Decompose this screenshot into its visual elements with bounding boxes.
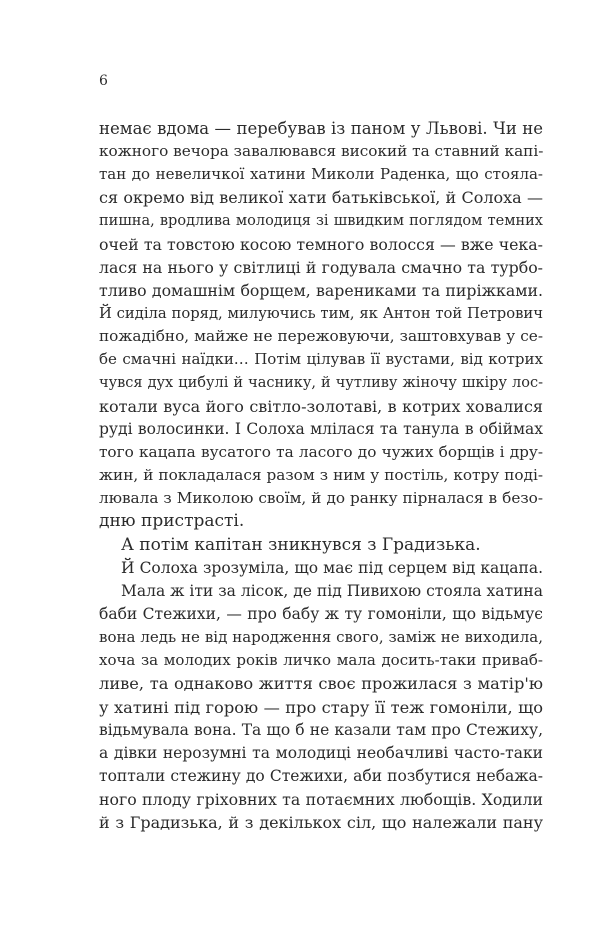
page-number: 6 <box>99 73 108 89</box>
text-line: чувся дух цибулі й часнику, й чутливу жіночу шкіру лос- <box>99 374 543 391</box>
text-line: Мала ж іти за лісок, де під Пивихою стояла хатина <box>121 581 543 600</box>
text-line: Й Солоха зрозуміла, що має під серцем від кацапа. <box>121 558 543 577</box>
text-line: лася на нього у світлиці й годувала смачно та турбо- <box>99 257 543 277</box>
text-line: котали вуса його світло-золотаві, в котрих ховалися <box>99 396 543 416</box>
text-line: бе смачні наїдки… Потім цілував її вустами, від котрих <box>99 350 543 369</box>
text-line: вона ледь не від народження свого, заміж не виходила, <box>99 628 543 647</box>
text-line: баби Стежихи, — про бабу ж ту гомоніли, що відьмує <box>99 604 543 623</box>
text-line: хоча за молодих років личко мала досить-таки приваб- <box>99 651 543 670</box>
text-line: тан до невеличкої хатини Миколи Раденка, що стояла- <box>99 165 543 184</box>
text-line: руді волосинки. І Солоха млілася та танула в обіймах <box>99 419 543 438</box>
body-text <box>99 117 543 834</box>
text-line: лювала з Миколою своїм, й до ранку пірналася в безо- <box>99 489 543 508</box>
text-line: очей та товстою косою темного волосся — вже чека- <box>99 234 543 254</box>
text-line: й з Градизька, й з декількох сіл, що належали пану <box>99 813 543 833</box>
text-line: кожного вечора завалювався високий та ставний капі- <box>99 142 544 161</box>
text-line: Й сиділа поряд, милуючись тим, як Антон той Петрович <box>99 305 543 323</box>
text-line: пожадібно, майже не пережовуючи, заштовхував у се- <box>99 327 543 346</box>
text-line: дню пристрасті. <box>99 511 245 532</box>
text-line: ного плоду гріховних та потаємних любощів. Ходили <box>99 790 543 810</box>
text-line: топтали стежину до Стежихи, аби позбутися небажа- <box>99 766 543 785</box>
text-line: немає вдома — перебував із паном у Львові. Чи не <box>99 119 543 138</box>
text-line: А потім капітан зникнувся з Градизька. <box>121 534 481 555</box>
text-line: відьмувала вона. Та що б не казали там про Стежиху, <box>99 720 543 739</box>
text-line: тливо домашнім борщем, варениками та пиріжками. <box>99 280 543 300</box>
text-line: жин, й покладалася разом з ним у постіль, котру поді- <box>99 466 543 485</box>
text-line: пишна, вродлива молодиця зі швидким поглядом темних <box>99 212 543 229</box>
text-line: у хатині під горою — про стару її теж гомоніли, що <box>99 697 543 717</box>
text-line: ливе, та однаково життя своє прожилася з матір'ю <box>99 674 543 694</box>
text-line: того кацапа вусатого та ласого до чужих борщів і дру- <box>99 442 543 461</box>
text-line: а дівки нерозумні та молодиці необачливі часто-таки <box>99 743 543 762</box>
text-line: ся окремо від великої хати батьківської, й Солоха — <box>99 188 543 208</box>
